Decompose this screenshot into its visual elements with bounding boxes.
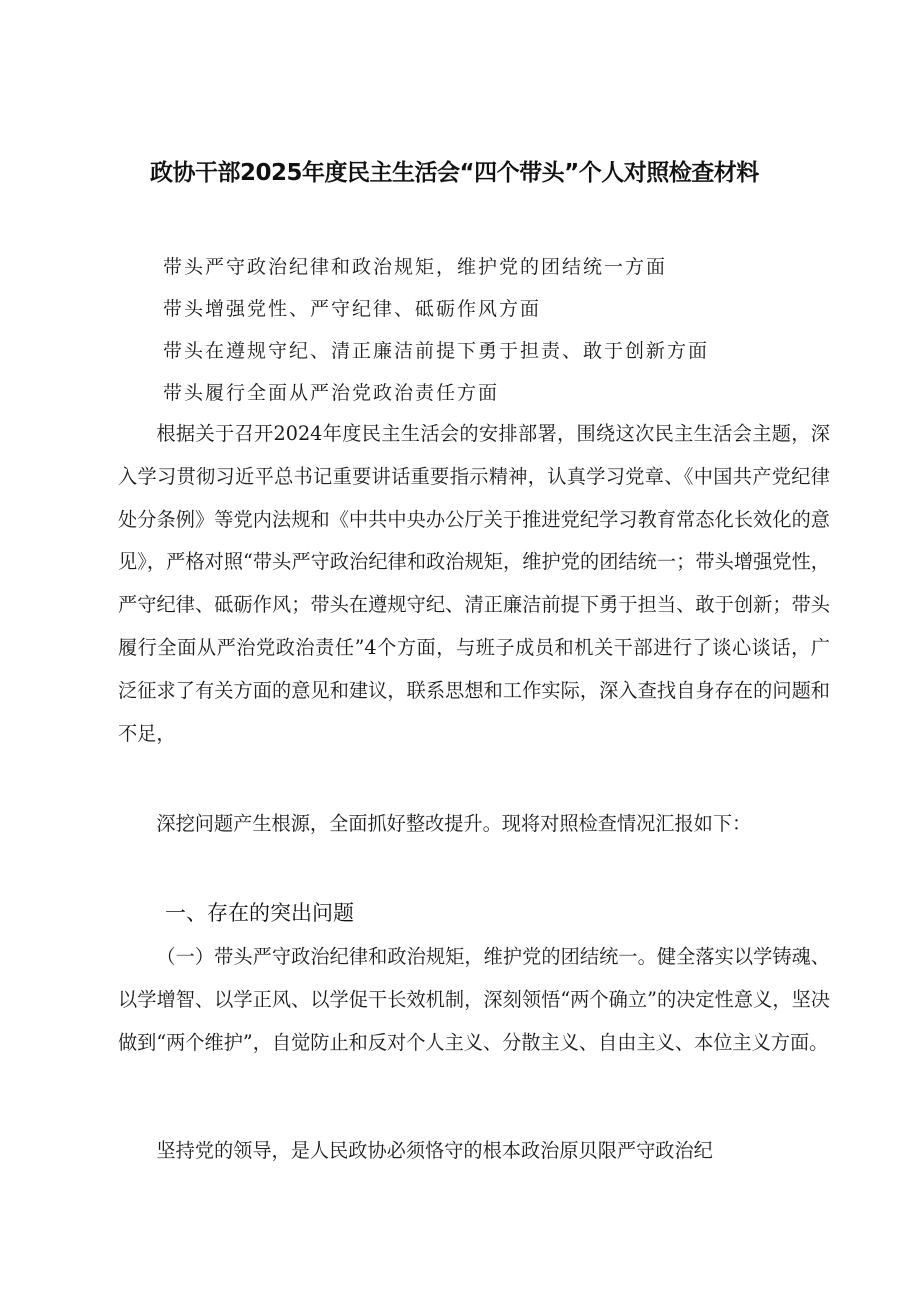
outline-item: 带头增强党性、严守纪律、砥砺作风方面 (163, 298, 542, 320)
summary-section (118, 803, 830, 846)
section-paragraph: （一）带头严守政治纪律和政治规矩，维护党的团结统一。健全落实以学铸魂、以学增智、以学正风、以学促干长效机制，深刻领悟“两个确立”的决定性意义，坚决做到“两个维护”，自觉防止和反对个人主义、分散主义、自由主义、本位主义方面。 (118, 945, 830, 1054)
intro-paragraph: 根据关于召开2024年度民主生活会的安排部署，围绕这次民主生活会主题，深入学习贯彻习近平总书记重要讲话重要指示精神，认真学习党章、《中国共产党纪律处分条例》等党内法规和《中共中央办公厅关于推进党纪学习教育常态化长效化的意见》，严格对照“带头严守政治纪律和政治规矩，维护党的团结统一；带头增强党性，严守纪律、砥砺作风；带头在遵规守纪、清正廉洁前提下勇于担当、敢于创新；带头履行全面从严治党政治责任”4个方面，与班子成员和机关干部进行了谈心谈话，广泛征求了有关方面的意见和建议，联系思想和工作实际，深入查找自身存在的问题和不足， (118, 422, 830, 745)
outline-item: 带头履行全面从严治党政治责任方面 (163, 382, 500, 404)
summary-paragraph: 深挖问题产生根源，全面抓好整改提升。现将对照检查情况汇报如下： (156, 812, 752, 835)
document-title: 政协干部2025年度民主生活会“四个带头”个人对照检查材料 (150, 160, 759, 186)
outline-item: 带头在遵规守纪、清正廉洁前提下勇于担责、敢于创新方面 (163, 340, 710, 362)
problem-section (118, 936, 830, 1064)
section-paragraph: 坚持党的领导，是人民政协必须恪守的根本政治原贝限严守政治纪 (156, 1139, 713, 1162)
outline-list (163, 246, 823, 414)
section-heading: 一、存在的突出问题 (165, 901, 354, 925)
intro-section (118, 413, 830, 755)
continuation-section (118, 1130, 830, 1172)
outline-item: 带头严守政治纪律和政治规矩，维护党的团结统一方面 (163, 256, 668, 278)
